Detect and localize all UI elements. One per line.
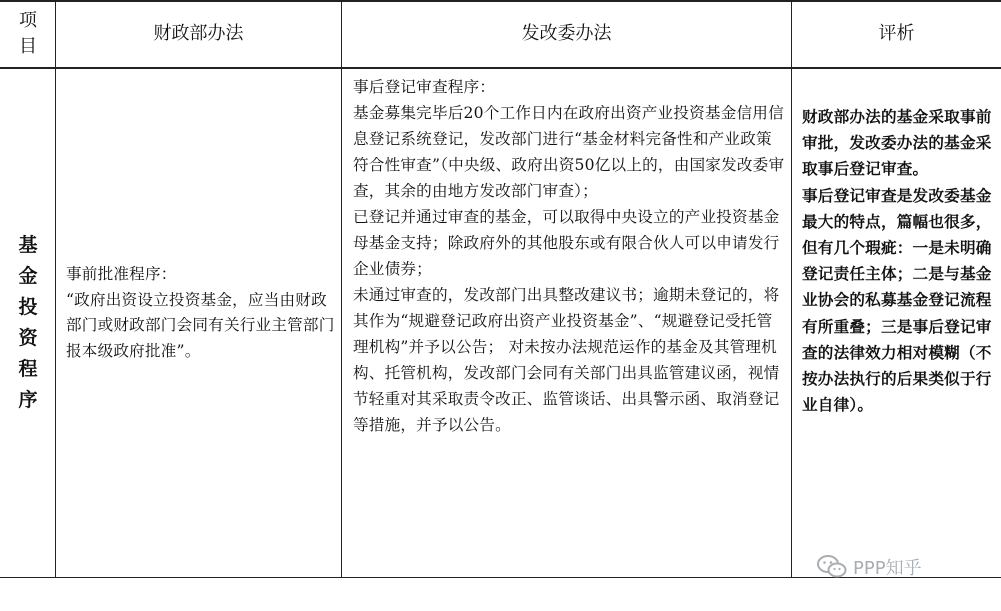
watermark-text: PPP知乎 [853, 558, 922, 579]
header-divider [0, 67, 1001, 69]
ndrc-non-approved-paragraph: 未通过审查的，发改部门出具整改建议书；逾期未登记的，将其作为“规避登记政府出资产业投资基金”、“规避登记受托管理机构”并予以公告； 对未按办法规范运作的基金及其管理机构、托管机构，发改部门会同有关部门出具监管建议函，视情节轻重对其采取责令改正、监管谈话、出具警示函、取消登记等措施，并予以公告。 [353, 286, 780, 434]
header-item: 项 目 [19, 10, 37, 57]
header-ndrc-method: 发改委办法 [521, 23, 612, 44]
ndrc-procedure-cell [353, 74, 785, 438]
wechat-icon [817, 554, 847, 580]
header-analysis: 评析 [878, 23, 915, 44]
analysis-cell [802, 104, 992, 418]
mof-procedure-cell [66, 262, 338, 364]
ndrc-registration-paragraph: 基金募集完毕后20个工作日内在政府出资产业投资基金信用信息登记系统登记，发改部门进行“基金材料完备性和产业政策符合性审查”（中央级、政府出资50亿以上的，由国家发改委审查，其余的由地方发改部门审查）； [353, 104, 785, 200]
column-divider-1 [55, 0, 56, 578]
ndrc-procedure-title: 事后登记审查程序： [353, 78, 496, 96]
mof-procedure-quote: “政府出资设立投资基金，应当由财政部门或财政部门会同有关行业主管部门报本级政府批准”。 [66, 290, 335, 360]
mof-procedure-title: 事前批准程序： [66, 265, 177, 283]
ndrc-approved-funds-paragraph: 已登记并通过审查的基金，可以取得中央设立的产业投资基金母基金支持；除政府外的其他股东或有限合伙人可以申请发行企业债券； [353, 208, 780, 278]
row-label-fund-investment-procedure: 基 金 投 资 程 序 [18, 234, 38, 411]
analysis-paragraph-2: 事后登记审查是发改委基金最大的特点，篇幅也很多，但有几个瑕疵：一是未明确登记责任主体；二是与基金业协会的私募基金登记流程有所重叠；三是事后登记审查的法律效力相对模糊（不按办法执行的后果类似于行业自律）。 [802, 186, 992, 415]
column-divider-3 [791, 0, 792, 578]
table-border-top [0, 0, 1001, 2]
header-mof-method: 财政部办法 [153, 23, 244, 44]
watermark [817, 549, 922, 585]
column-divider-2 [341, 0, 342, 578]
analysis-paragraph-1: 财政部办法的基金采取事前审批，发改委办法的基金采取事后登记审查。 [802, 108, 992, 179]
